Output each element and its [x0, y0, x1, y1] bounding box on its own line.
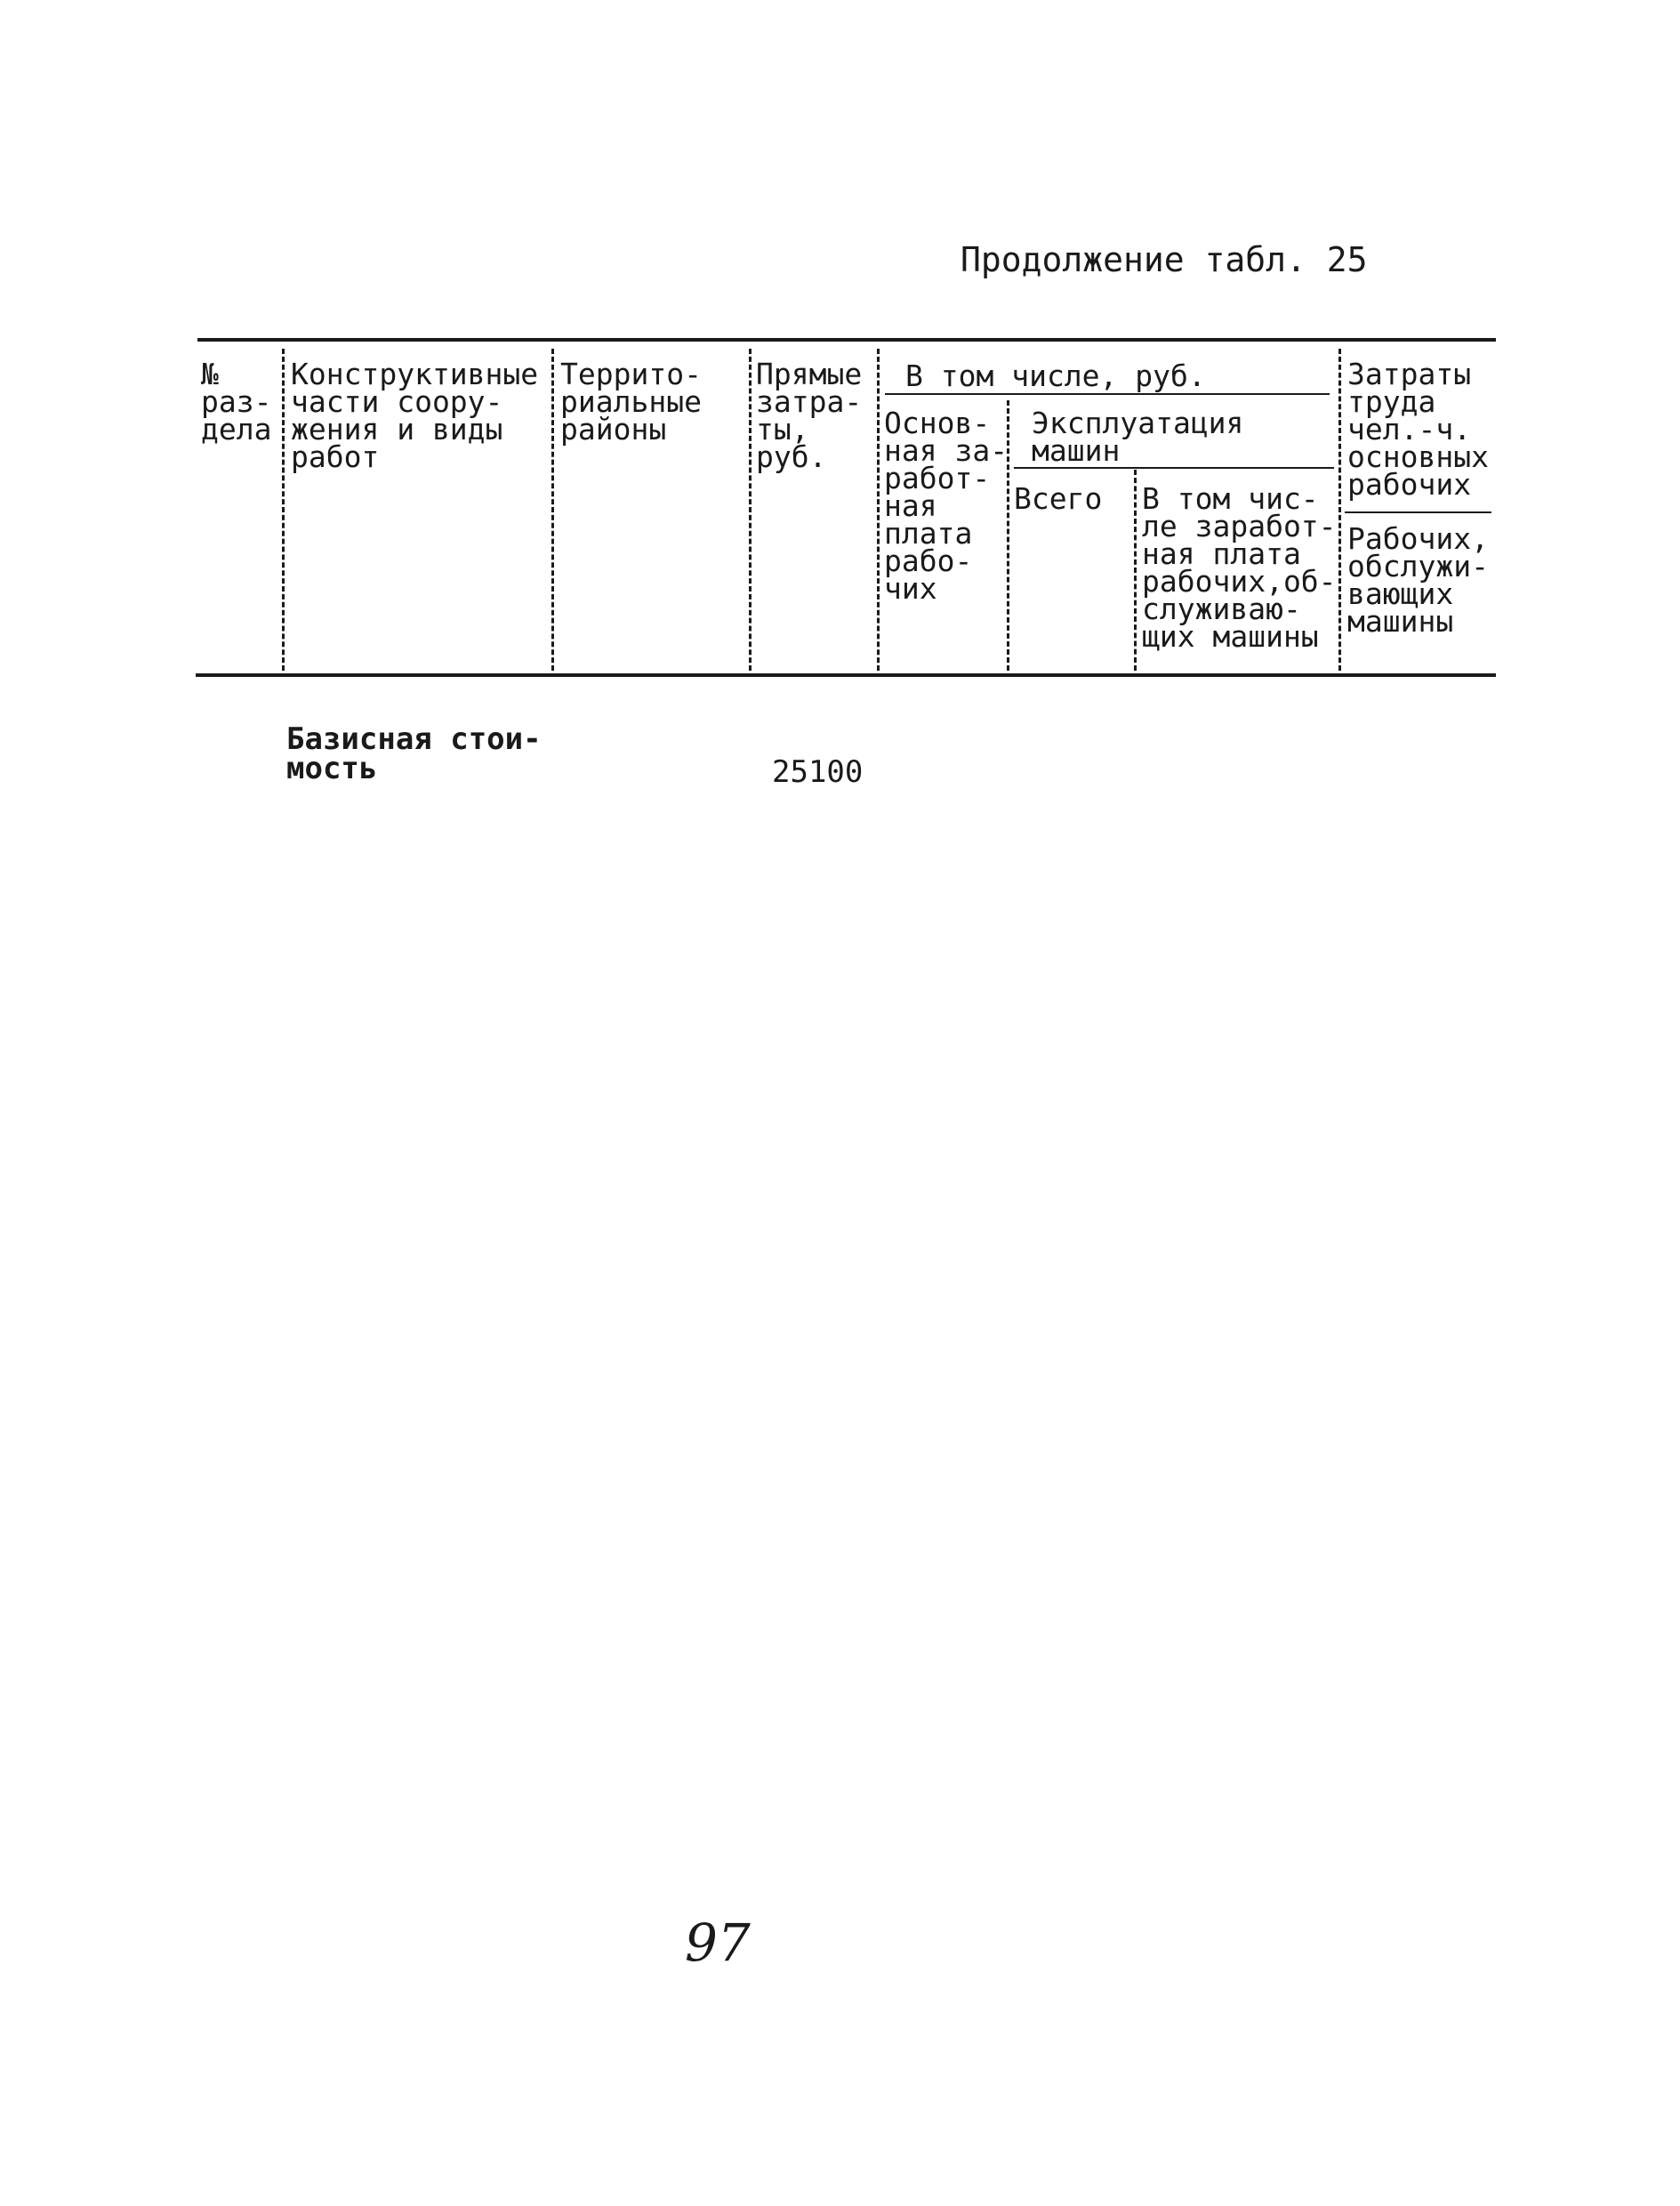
- header-machine-operation: Эксплуатация машин: [1032, 406, 1244, 468]
- header-territorial-districts: Террито- риальные районы: [560, 357, 702, 447]
- table-caption: Продолжение табл. 25: [961, 240, 1368, 279]
- column-divider: [749, 349, 752, 671]
- header-section-no: № раз- дела: [201, 357, 272, 447]
- column-divider: [282, 349, 285, 671]
- header-total: Всего: [1014, 481, 1103, 516]
- column-divider: [551, 349, 554, 671]
- header-including-wages: В том чис- ле заработ- ная плата рабочих,об- служиваю- щих машины: [1142, 481, 1337, 654]
- header-structural-parts: Конструктивные части соору- жения и виды работ: [291, 357, 539, 474]
- column-divider: [1338, 349, 1341, 671]
- header-including-group: В том числе, руб.: [905, 358, 1206, 393]
- header-base-wages: Основ- ная за- работ- ная плата рабо- чих: [884, 406, 1009, 606]
- header-machine-workers: Рабочих, обслужи- вающих машины: [1347, 521, 1489, 639]
- row-label: Базисная стои- мость: [286, 721, 542, 786]
- column-divider: [1134, 470, 1137, 671]
- header-direct-costs: Прямые затра- ты, руб.: [756, 357, 863, 474]
- labor-costs-underline: [1345, 511, 1491, 513]
- row-direct-costs: 25100: [772, 754, 864, 790]
- table-bottom-rule: [196, 673, 1496, 677]
- header-labor-costs: Затраты труда чел.-ч. основных рабочих: [1347, 357, 1489, 502]
- page-number: 97: [685, 1912, 751, 1973]
- column-divider: [877, 349, 880, 671]
- table-top-rule: [197, 338, 1496, 342]
- including-group-underline: [885, 393, 1330, 395]
